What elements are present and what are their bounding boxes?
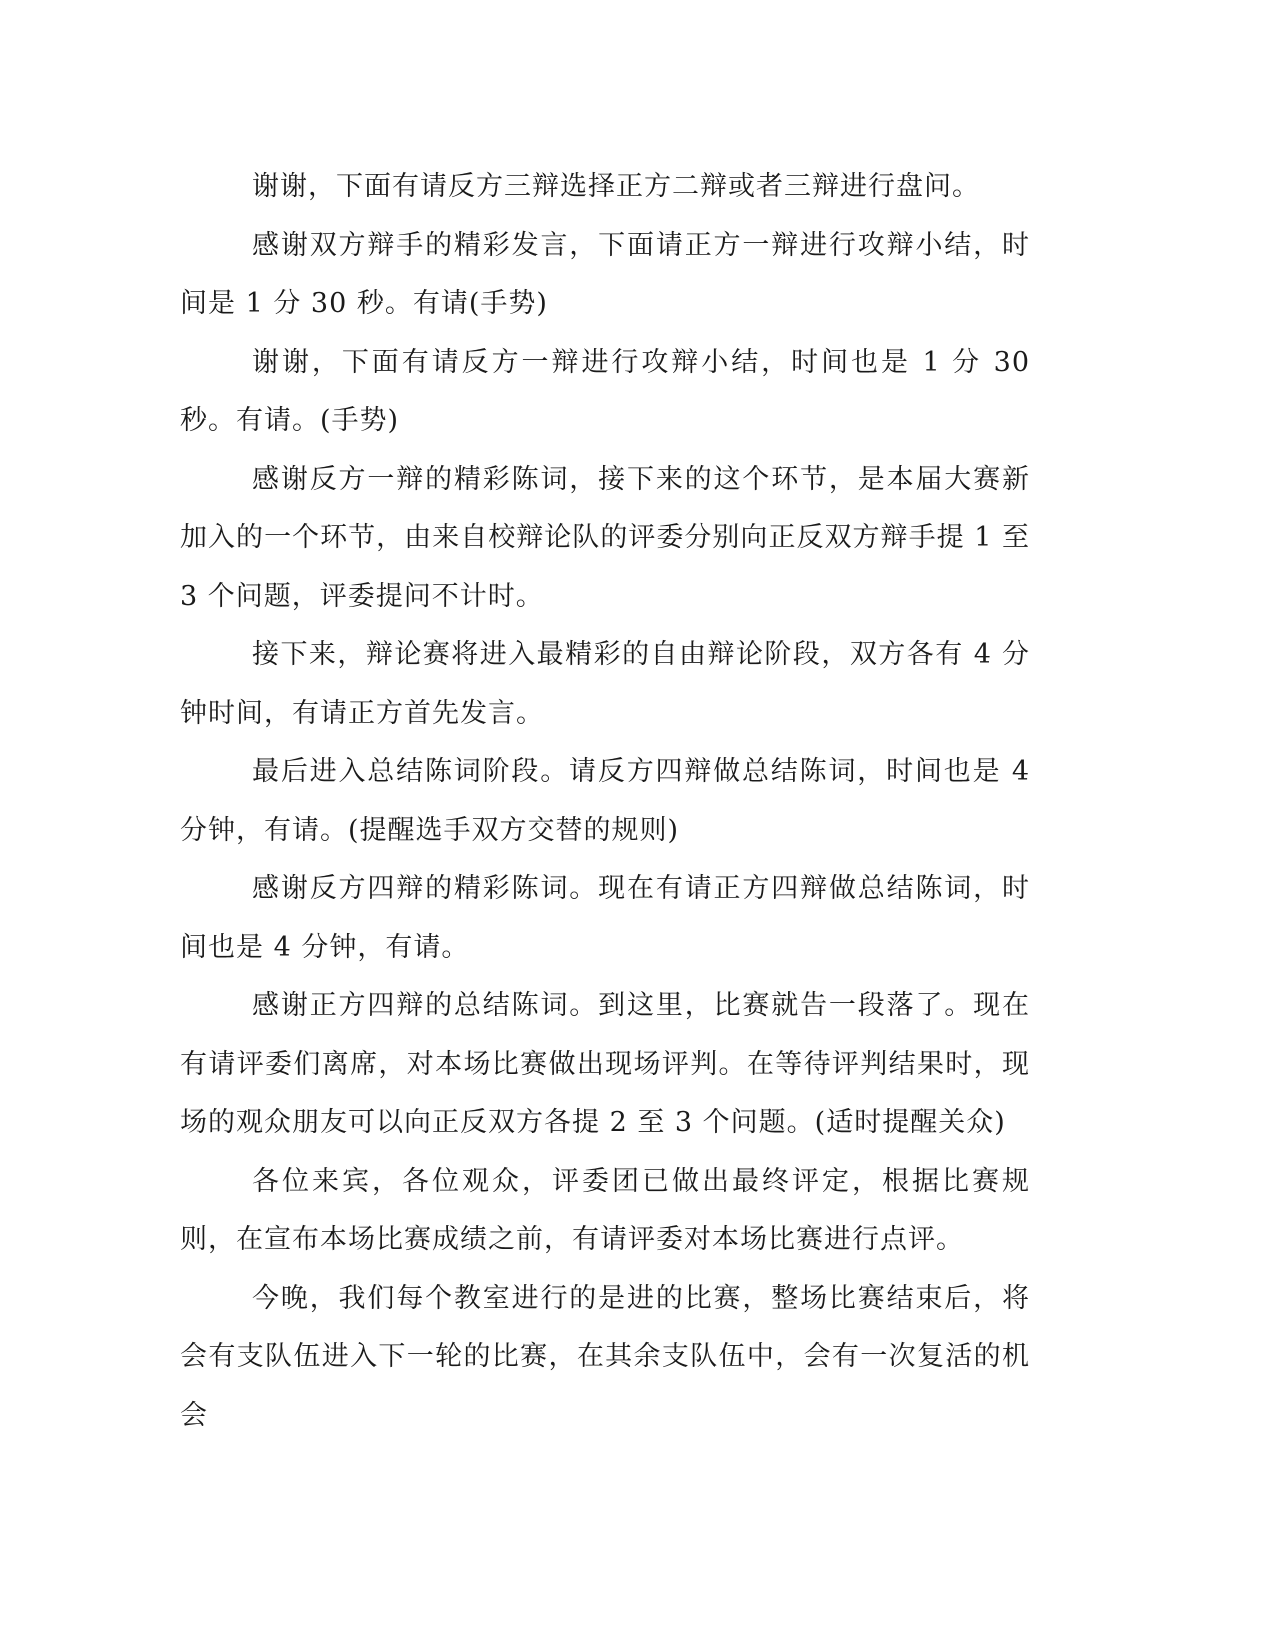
- paragraph: 感谢双方辩手的精彩发言，下面请正方一辩进行攻辩小结，时间是 1 分 30 秒。有请(手势): [180, 229, 1030, 319]
- document-body: [180, 158, 1030, 1445]
- paragraph: 谢谢，下面有请反方三辩选择正方二辩或者三辩进行盘问。: [252, 171, 980, 202]
- paragraph: 感谢正方四辩的总结陈词。到这里，比赛就告一段落了。现在有请评委们离席，对本场比赛做出现场评判。在等待评判结果时，现场的观众朋友可以向正反双方各提 2 至 3 个问题。(适时提醒关众): [180, 990, 1030, 1138]
- paragraph: 接下来，辩论赛将进入最精彩的自由辩论阶段，双方各有 4 分钟时间，有请正方首先发言。: [180, 639, 1030, 729]
- paragraph: 各位来宾，各位观众，评委团已做出最终评定，根据比赛规则，在宣布本场比赛成绩之前，有请评委对本场比赛进行点评。: [180, 1165, 1030, 1255]
- paragraph: 今晚，我们每个教室进行的是进的比赛，整场比赛结束后，将会有支队伍进入下一轮的比赛，在其余支队伍中，会有一次复活的机会: [180, 1282, 1030, 1431]
- paragraph: 谢谢，下面有请反方一辩进行攻辩小结，时间也是 1 分 30 秒。有请。(手势): [180, 346, 1030, 436]
- paragraph: 感谢反方一辩的精彩陈词，接下来的这个环节，是本届大赛新加入的一个环节，由来自校辩论队的评委分别向正反双方辩手提 1 至 3 个问题，评委提问不计时。: [180, 463, 1030, 612]
- paragraph: 最后进入总结陈词阶段。请反方四辩做总结陈词，时间也是 4 分钟，有请。(提醒选手双方交替的规则): [180, 756, 1030, 846]
- paragraph: 感谢反方四辩的精彩陈词。现在有请正方四辩做总结陈词，时间也是 4 分钟，有请。: [180, 873, 1030, 963]
